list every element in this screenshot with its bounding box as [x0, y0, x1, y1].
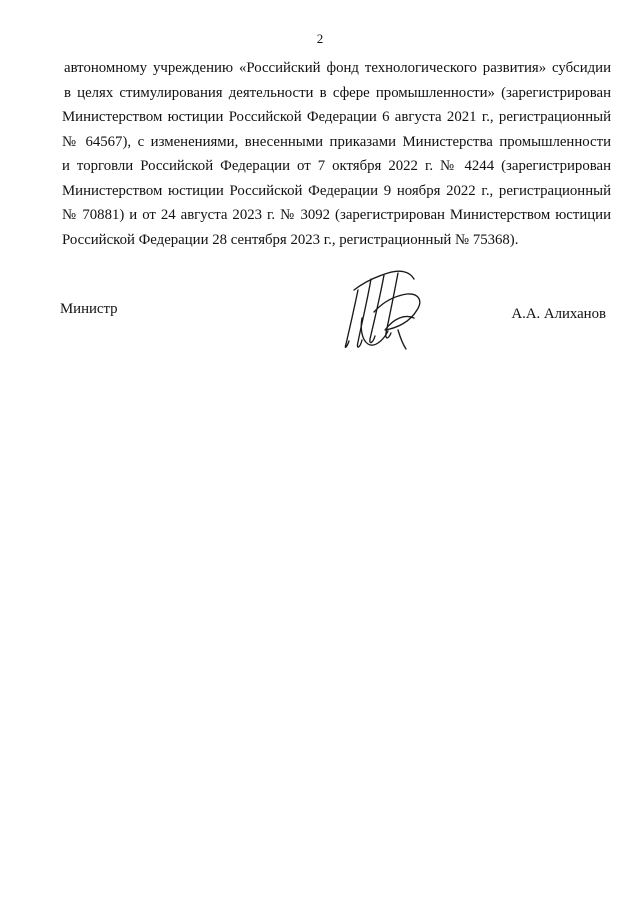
signature-stroke: [398, 330, 406, 349]
signature-stroke: [345, 290, 358, 347]
handwritten-signature: [336, 260, 428, 354]
signature-stroke: [354, 271, 414, 290]
body-line: Министерством юстиции Российской Федерации 9 ноября 2022 г., регистрационный: [62, 182, 611, 199]
page-number: 2: [316, 31, 324, 46]
body-line: Российской Федерации 28 сентября 2023 г., регистрационный № 75368).: [62, 231, 519, 248]
signature-stroke: [374, 294, 420, 330]
body-line: и торговли Российской Федерации от 7 октября 2022 г. № 4244 (зарегистрирован: [62, 158, 611, 174]
body-line: № 64567), с изменениями, внесенными приказами Министерства промышленности: [62, 133, 611, 150]
body-line: № 70881) и от 24 августа 2023 г. № 3092 (зарегистрирован Министерством юстиции: [62, 207, 611, 223]
signer-role: Министр: [60, 301, 118, 317]
signature-stroke: [357, 279, 371, 347]
body-line: Министерством юстиции Российской Федерации 6 августа 2021 г., регистрационный: [62, 109, 611, 125]
body-line: в целях стимулирования деятельности в сфере промышленности» (зарегистрирован: [64, 84, 611, 101]
body-line: автономному учреждению «Российский фонд технологического развития» субсидии: [64, 60, 611, 76]
signer-name: А.А. Алиханов: [511, 306, 606, 322]
